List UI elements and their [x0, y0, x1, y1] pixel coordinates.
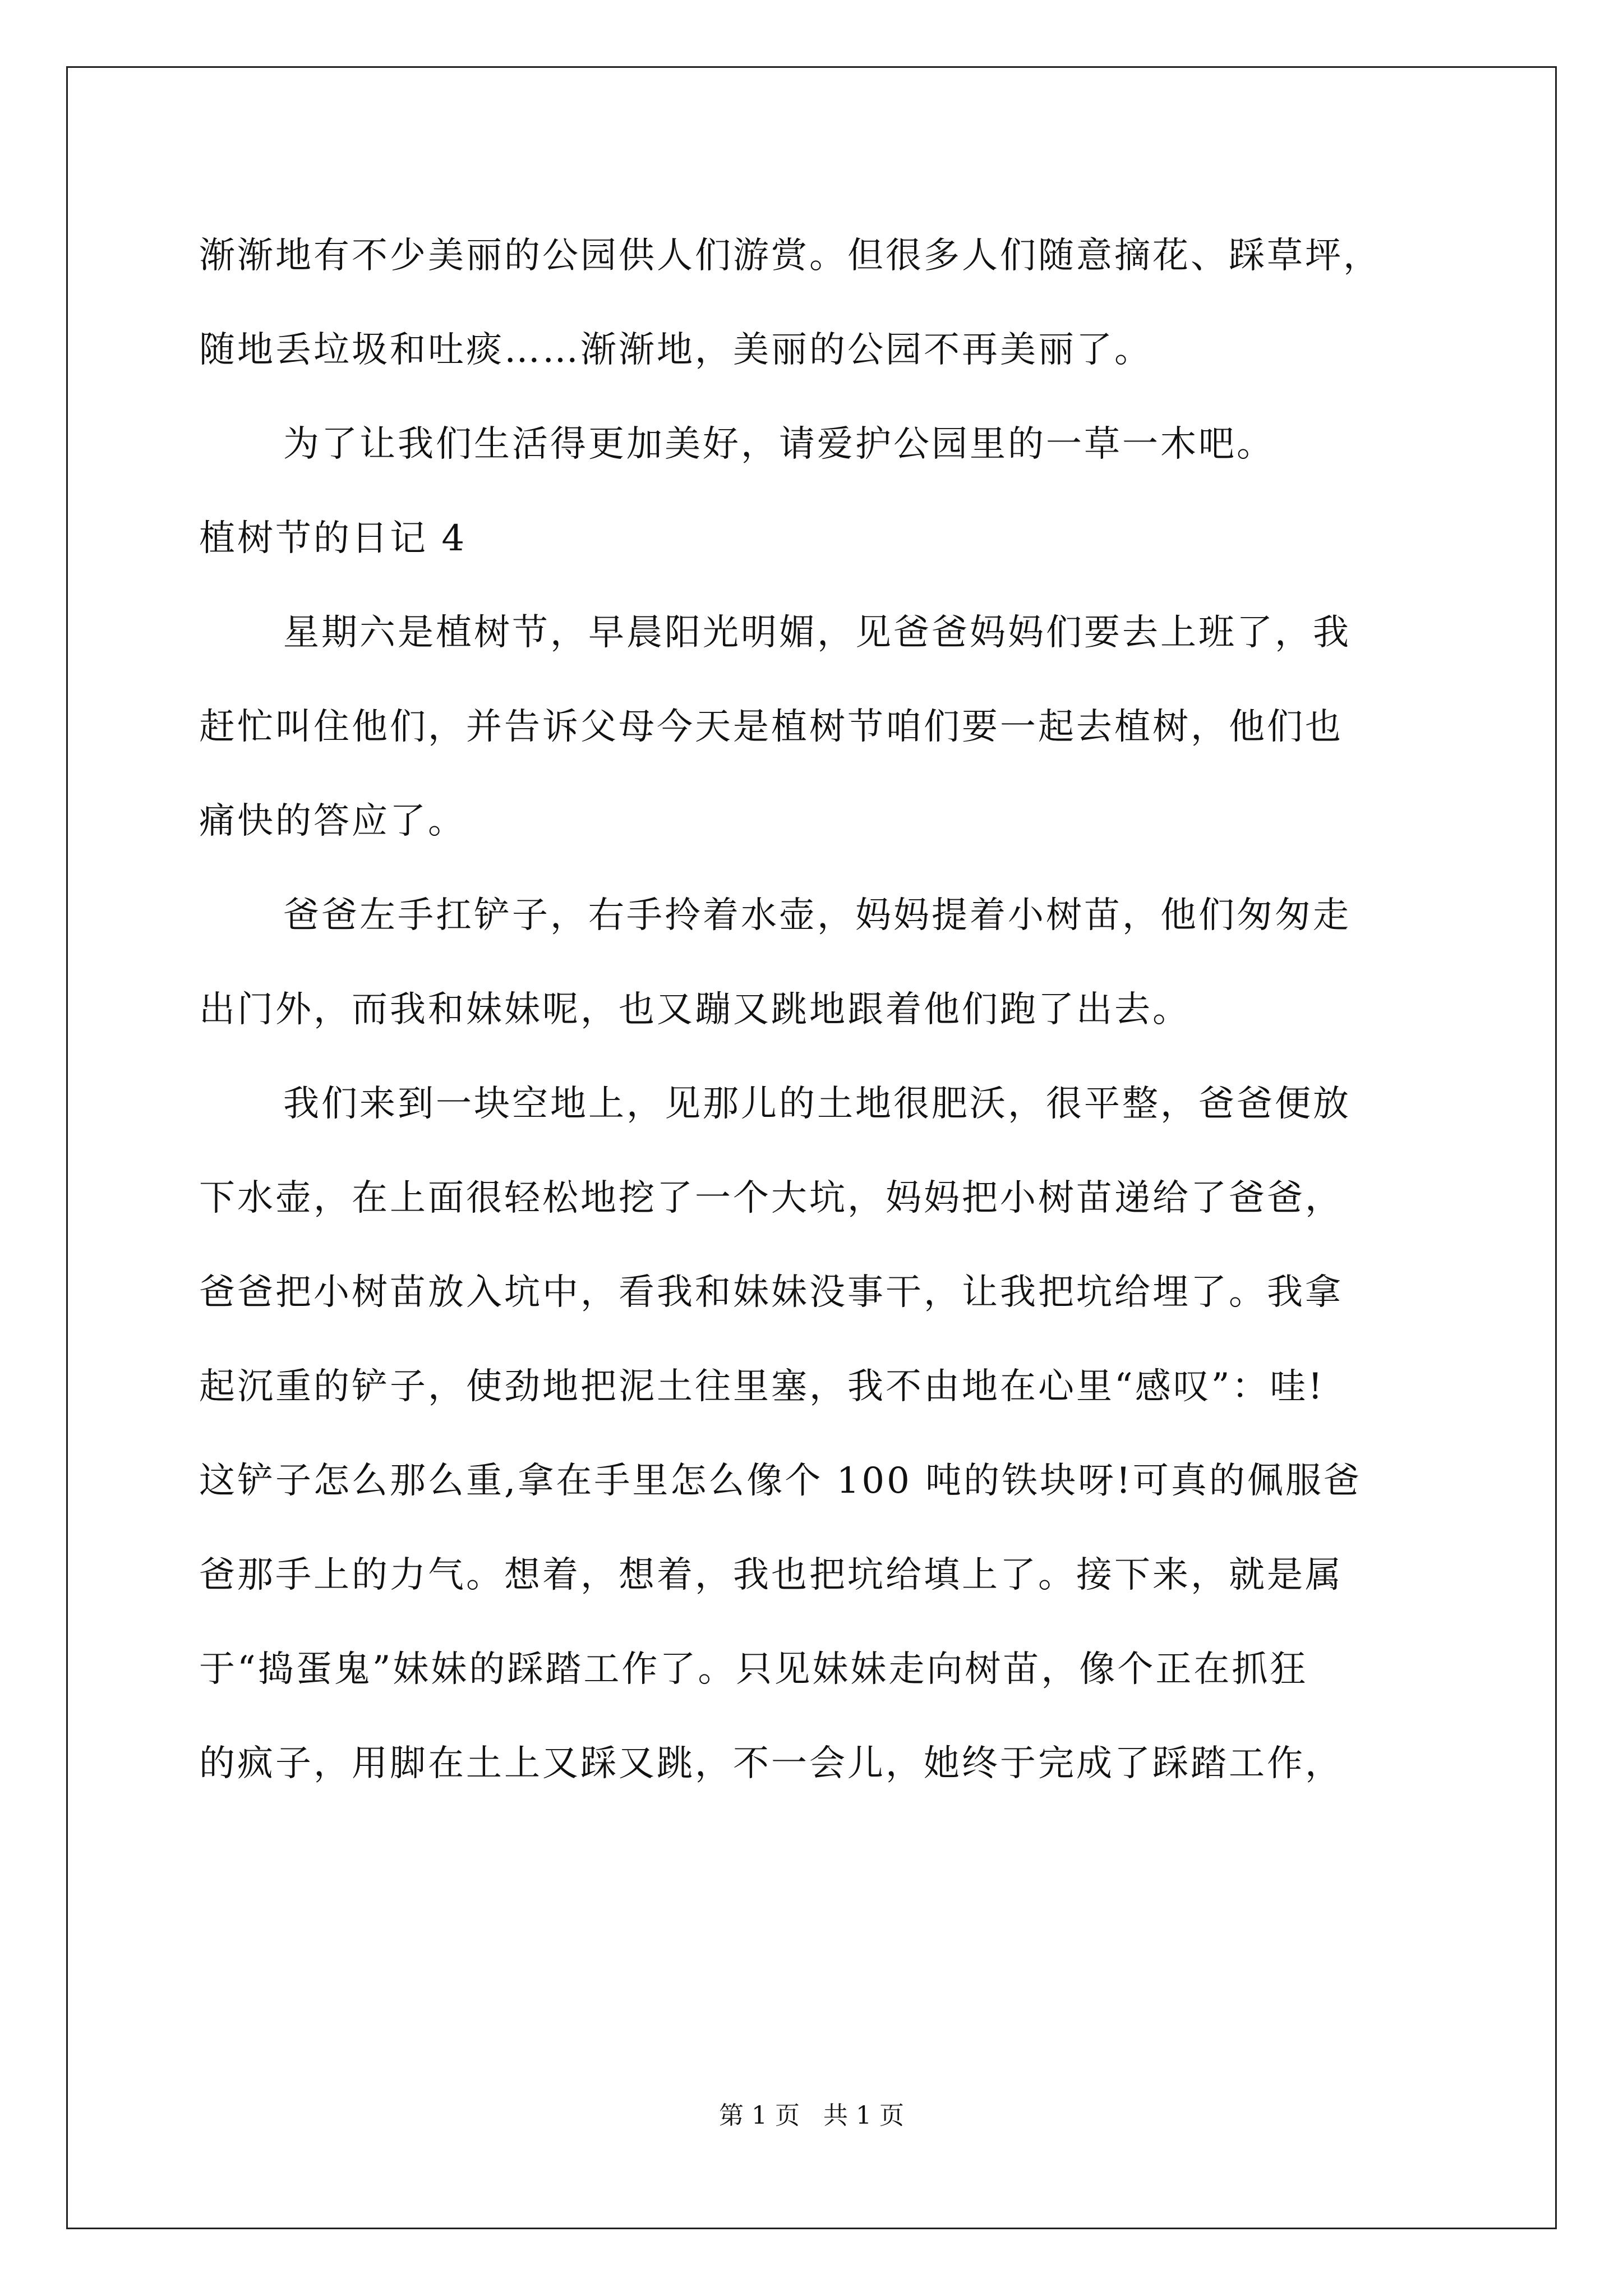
document-body	[199, 209, 1433, 1811]
text-line: 爸爸把小树苗放入坑中，看我和妹妹没事干，让我把坑给埋了。我拿	[199, 1272, 1343, 1313]
text-line: 为了让我们生活得更加美好，请爱护公园里的一草一木吧。	[283, 424, 1275, 465]
text-line: 这铲子怎么那么重,拿在手里怎么像个 100 吨的铁块呀!可真的佩服爸	[199, 1460, 1362, 1502]
text-line: 起沉重的铲子，使劲地把泥土往里塞，我不由地在心里“感叹”：哇!	[199, 1366, 1325, 1407]
text-line: 星期六是植树节，早晨阳光明媚，见爸爸妈妈们要去上班了，我	[283, 612, 1351, 654]
text-line: 随地丢垃圾和吐痰……渐渐地，美丽的公园不再美丽了。	[199, 329, 1152, 371]
text-line: 下水壶，在上面很轻松地挖了一个大坑，妈妈把小树苗递给了爸爸，	[199, 1177, 1343, 1219]
page-footer: 第 1 页 共 1 页	[719, 2101, 904, 2130]
text-line: 于“捣蛋鬼”妹妹的踩踏工作了。只见妹妹走向树苗，像个正在抓狂	[199, 1649, 1308, 1690]
text-line: 渐渐地有不少美丽的公园供人们游赏。但很多人们随意摘花、踩草坪，	[199, 235, 1381, 277]
text-line: 赶忙叫住他们，并告诉父母今天是植树节咱们要一起去植树，他们也	[199, 706, 1343, 748]
text-line: 我们来到一块空地上，见那儿的土地很肥沃，很平整，爸爸便放	[283, 1083, 1351, 1125]
text-line: 的疯子，用脚在土上又踩又跳，不一会儿，她终于完成了踩踏工作，	[199, 1743, 1343, 1784]
text-line: 爸那手上的力气。想着，想着，我也把坑给填上了。接下来，就是属	[199, 1554, 1343, 1596]
section-heading: 植树节的日记 4	[199, 518, 467, 559]
text-line: 出门外，而我和妹妹呢，也又蹦又跳地跟着他们跑了出去。	[199, 989, 1191, 1030]
text-line: 爸爸左手扛铲子，右手拎着水壶，妈妈提着小树苗，他们匆匆走	[283, 895, 1351, 936]
text-line: 痛快的答应了。	[199, 800, 466, 842]
